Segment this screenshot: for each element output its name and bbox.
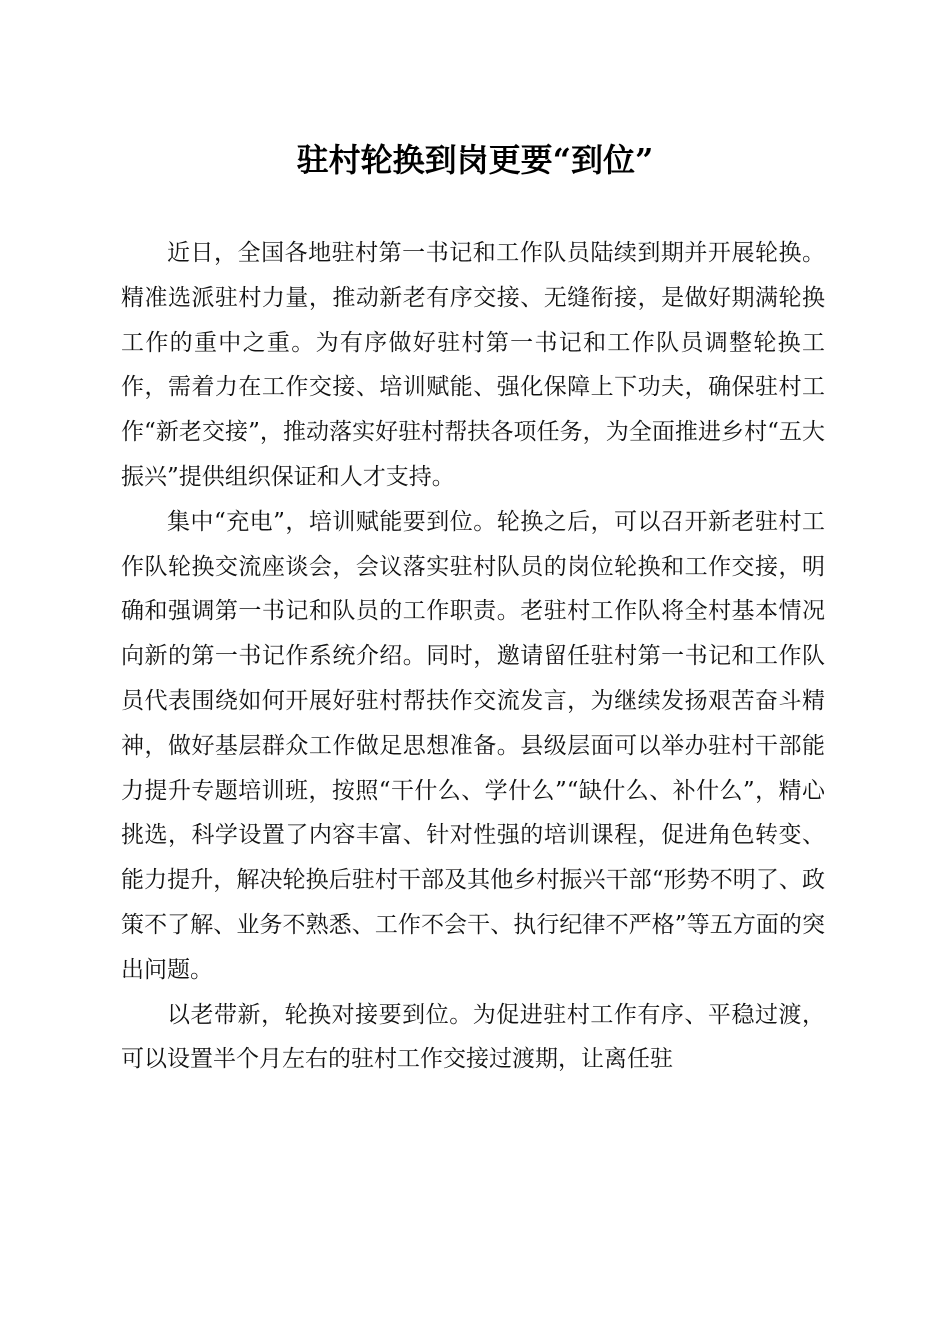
paragraph-handover: 以老带新，轮换对接要到位。为促进驻村工作有序、平稳过渡，可以设置半个月左右的驻村工作交接过渡期，让离任驻	[121, 1001, 825, 1073]
document-body	[121, 231, 825, 1082]
paragraph-intro: 近日，全国各地驻村第一书记和工作队员陆续到期并开展轮换。精准选派驻村力量，推动新老有序交接、无缝衔接，是做好期满轮换工作的重中之重。为有序做好驻村第一书记和工作队员调整轮换工作，需着力在工作交接、培训赋能、强化保障上下功夫，确保驻村工作“新老交接”，推动落实好驻村帮扶各项任务，为全面推进乡村“五大振兴”提供组织保证和人才支持。	[121, 240, 825, 490]
paragraph-training: 集中“充电”，培训赋能要到位。轮换之后，可以召开新老驻村工作队轮换交流座谈会，会议落实驻村队员的岗位轮换和工作交接，明确和强调第一书记和队员的工作职责。老驻村工作队将全村基本情况向新的第一书记作系统介绍。同时，邀请留任驻村第一书记和工作队员代表围绕如何开展好驻村帮扶作交流发言，为继续发扬艰苦奋斗精神，做好基层群众工作做足思想准备。县级层面可以举办驻村干部能力提升专题培训班，按照“干什么、学什么”“缺什么、补什么”，精心挑选，科学设置了内容丰富、针对性强的培训课程，促进角色转变、能力提升，解决轮换后驻村干部及其他乡村振兴干部“形势不明了、政策不了解、业务不熟悉、工作不会干、执行纪律不严格”等五方面的突出问题。	[121, 508, 825, 983]
document-title: 驻村轮换到岗更要“到位”	[296, 141, 654, 179]
